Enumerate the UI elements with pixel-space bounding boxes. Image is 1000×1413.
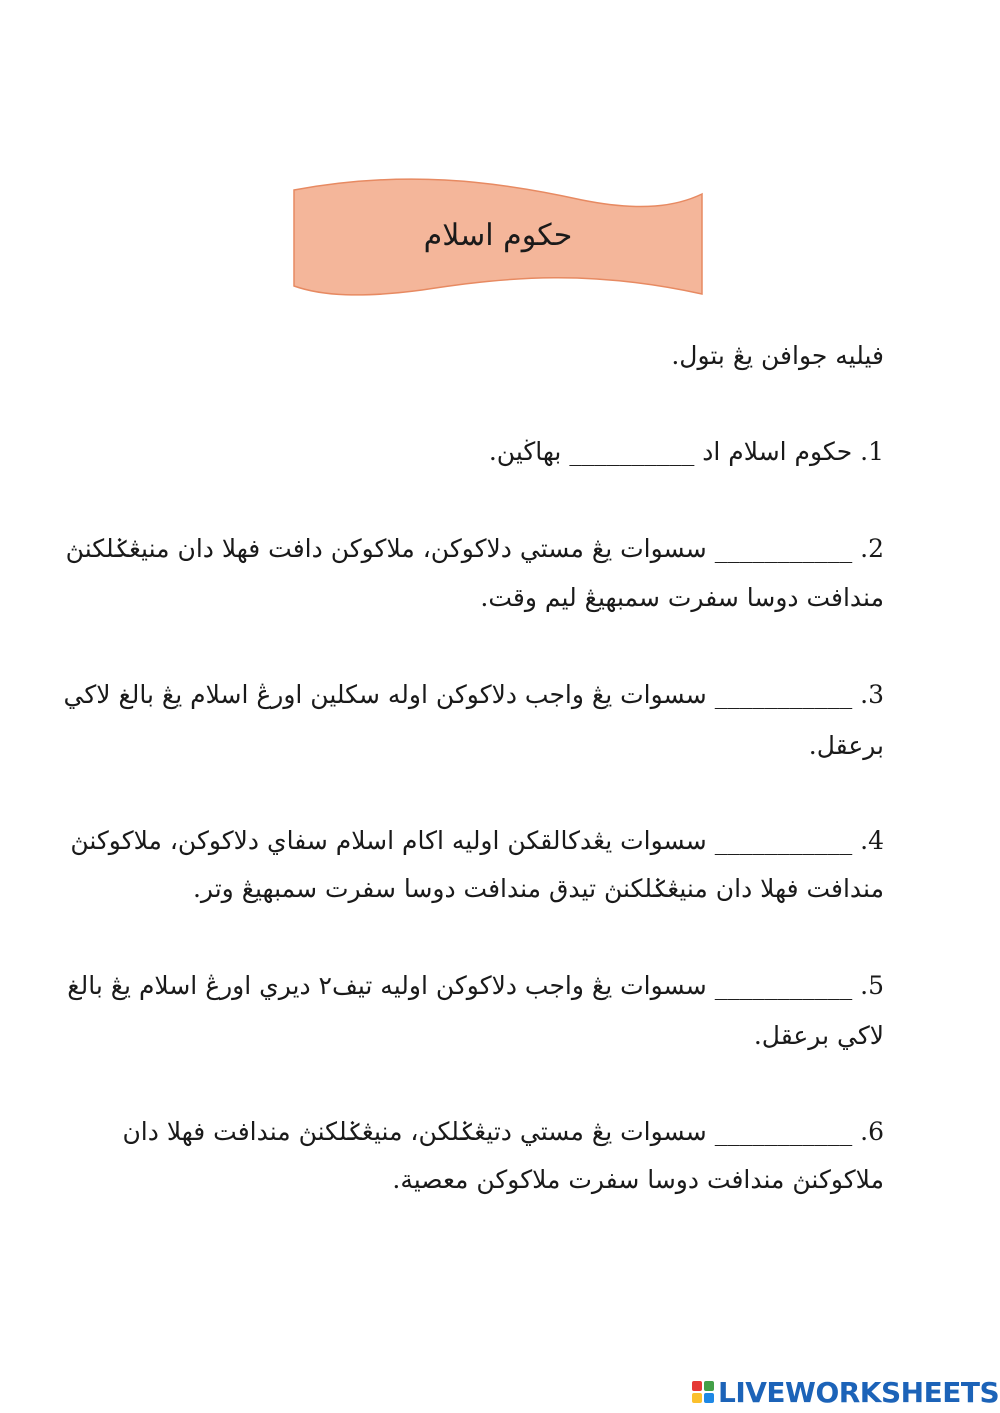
worksheet-title: حکوم اسلام [423,218,573,253]
logo-square-red [692,1381,702,1391]
question-1-line-1: 1. حکوم اسلام اد __________ بهاڬين. [488,437,884,466]
question-5-line-1: 5. ___________ سسوات يڠ واجب دلاکوکن اوليه تيف٢ ديري اورڠ اسلام يڠ بالغ [67,971,884,1000]
title-banner [292,178,704,302]
liveworksheets-logo-text: LIVEWORKSHEETS [718,1375,1000,1409]
question-2-line-2: مندافت دوسا سفرت سمبهيڠ ليم وقت. [480,583,884,612]
logo-square-yellow [692,1393,702,1403]
question-3-line-1: 3. ___________ سسوات يڠ واجب دلاکوکن اوله سکلين اورڠ اسلام يڠ بالغ لاکي [63,680,884,709]
question-5-line-2: لاکي برعقل. [753,1021,884,1050]
question-4-line-2: مندافت فهلا دان منيڠݢلکنڽ تيدق مندافت دوسا سفرت سمبهيڠ وتر. [192,874,884,903]
question-6-line-1: 6. ___________ سسوات يڠ مستي دتيڠݢلکن، منيڠݢلکنڽ مندافت فهلا دان [122,1117,884,1146]
logo-square-blue [704,1393,714,1403]
question-3-line-2: برعقل. [808,731,884,760]
liveworksheets-mark-icon [692,1381,714,1403]
liveworksheets-logo [692,1374,999,1410]
instruction-text: فيليه جوافن يڠ بتول. [671,341,884,370]
question-6-line-2: ملاکوکنڽ مندافت دوسا سفرت ملاکوکن معصية. [392,1165,884,1194]
question-2-line-1: 2. ___________ سسوات يڠ مستي دلاکوکن، ملاکوکن دافت فهلا دان منيڠݢلکنڽ [65,534,884,563]
logo-square-green [704,1381,714,1391]
question-4-line-1: 4. ___________ سسوات يڠدکالقکن اوليه اکام اسلام سفاي دلاکوکن، ملاکوکنڽ [70,826,884,855]
